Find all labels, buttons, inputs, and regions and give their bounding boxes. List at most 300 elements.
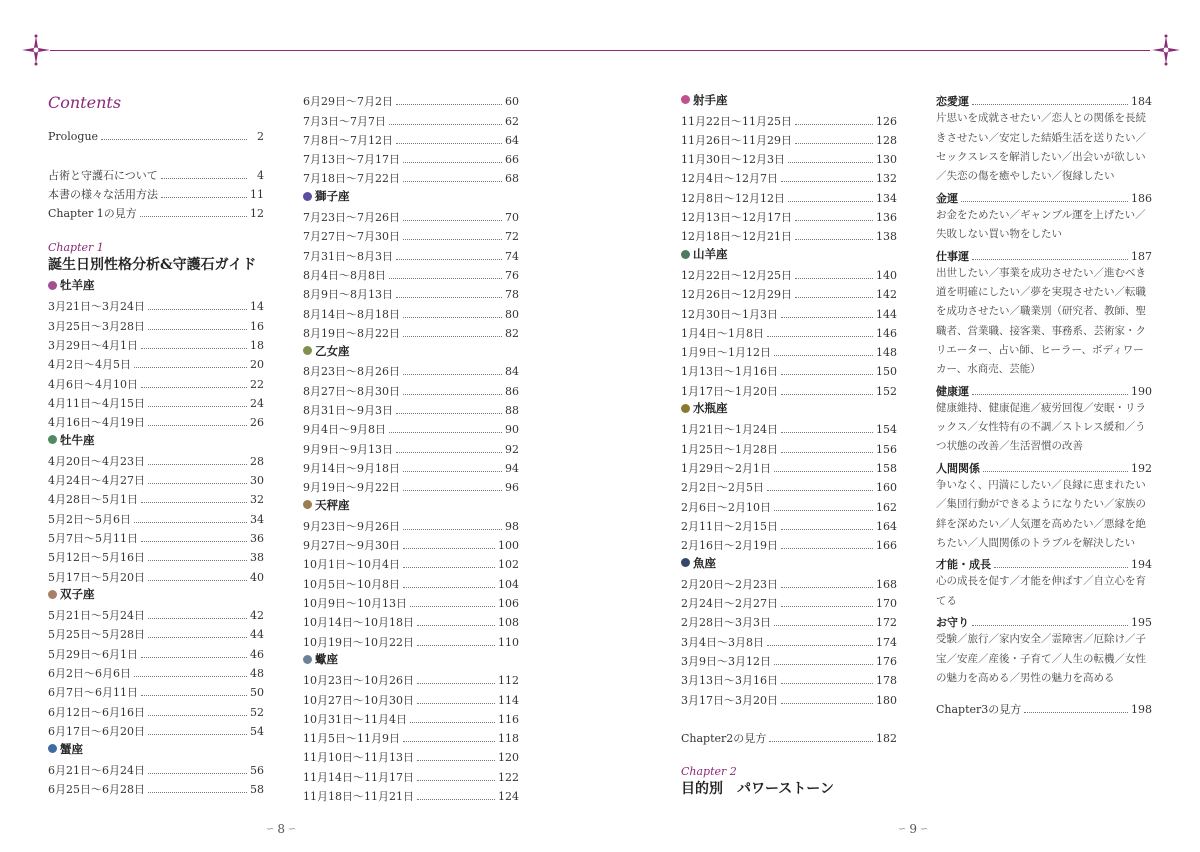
toc-page-number: 118 <box>498 732 519 746</box>
toc-page-number: 126 <box>876 114 897 128</box>
toc-column-3 <box>681 90 897 800</box>
toc-entry[interactable] <box>681 727 897 746</box>
toc-entry[interactable] <box>681 515 897 534</box>
toc-entry[interactable] <box>936 553 1152 572</box>
toc-entry[interactable] <box>681 206 897 225</box>
toc-entry-label: 3月13日～3月16日 <box>681 674 778 688</box>
leader-dots <box>141 695 247 696</box>
toc-entry-label: 2月2日～2月5日 <box>681 481 764 495</box>
toc-entry[interactable] <box>303 765 519 784</box>
toc-page-number: 36 <box>250 531 264 545</box>
toc-page-number: 4 <box>257 168 264 182</box>
toc-entry-label: 1月4日～1月8日 <box>681 326 764 340</box>
leader-dots <box>781 529 873 530</box>
toc-entry[interactable] <box>48 700 264 719</box>
toc-entry[interactable] <box>681 650 897 669</box>
toc-entry[interactable] <box>681 129 897 148</box>
toc-entry[interactable] <box>48 125 264 144</box>
toc-entry[interactable] <box>48 334 264 353</box>
toc-entry[interactable] <box>303 167 519 186</box>
toc-entry[interactable] <box>303 360 519 379</box>
toc-entry-label: 5月25日～5月28日 <box>48 628 145 642</box>
toc-entry-label: 2月11日～2月15日 <box>681 519 778 533</box>
toc-entry[interactable] <box>303 553 519 572</box>
toc-entry-label: Chapter2の見方 <box>681 732 767 746</box>
toc-entry[interactable] <box>48 353 264 372</box>
toc-entry-label: 12月18日～12月21日 <box>681 230 792 244</box>
zodiac-heading <box>303 650 519 669</box>
toc-entry[interactable] <box>303 476 519 495</box>
toc-page-number: 162 <box>876 500 897 514</box>
toc-entry[interactable] <box>303 534 519 553</box>
toc-page-number: 16 <box>250 319 264 333</box>
toc-entry[interactable] <box>303 708 519 727</box>
toc-entry[interactable] <box>303 688 519 707</box>
toc-page-number: 116 <box>498 712 519 726</box>
toc-entry[interactable] <box>681 167 897 186</box>
toc-entry[interactable] <box>936 186 1152 205</box>
leader-dots <box>781 683 873 684</box>
toc-page-number: 194 <box>1131 558 1152 572</box>
corner-ornament-left-icon <box>20 34 52 66</box>
toc-page-number: 170 <box>876 597 897 611</box>
toc-entry-label: お守り <box>936 616 969 630</box>
toc-entry-label: 10月5日～10月8日 <box>303 577 400 591</box>
toc-entry-label: 6月29日～7月2日 <box>303 95 393 109</box>
leader-dots <box>148 406 247 407</box>
toc-entry[interactable] <box>48 372 264 391</box>
toc-entry-label: 11月18日～11月21日 <box>303 789 414 803</box>
toc-entry-label: 8月9日～8月13日 <box>303 288 393 302</box>
purpose-description: 受験／旅行／家内安全／霊障害／厄除け／子宝／安産／産後・子育て／人生の転機／女性の魅力を高める／男性の魅力を高める <box>936 633 1146 684</box>
toc-page-number: 122 <box>498 770 519 784</box>
leader-dots <box>148 329 247 330</box>
toc-entry[interactable] <box>681 264 897 283</box>
toc-entry[interactable] <box>681 341 897 360</box>
toc-entry[interactable] <box>681 630 897 649</box>
toc-entry[interactable] <box>48 411 264 430</box>
toc-entry[interactable] <box>303 90 519 109</box>
toc-entry[interactable] <box>303 148 519 167</box>
leader-dots <box>141 657 247 658</box>
toc-page-number: 66 <box>505 153 519 167</box>
toc-entry[interactable] <box>48 507 264 526</box>
toc-entry-label: 6月21日～6月24日 <box>48 763 145 777</box>
toc-entry[interactable] <box>303 399 519 418</box>
leader-dots <box>148 618 247 619</box>
toc-entry-label: 仕事運 <box>936 249 969 263</box>
toc-entry-label: 7月23日～7月26日 <box>303 211 400 225</box>
toc-entry-label: 7月8日～7月12日 <box>303 133 393 147</box>
toc-entry-label: 7月31日～8月3日 <box>303 249 393 263</box>
toc-entry-label: 5月21日～5月24日 <box>48 609 145 623</box>
toc-entry-label: 健康運 <box>936 384 969 398</box>
header-rule <box>50 50 1150 51</box>
toc-page-number: 156 <box>876 442 897 456</box>
toc-page-number: 26 <box>250 416 264 430</box>
toc-page-number: 112 <box>498 674 519 688</box>
toc-entry-label: 11月26日～11月29日 <box>681 133 792 147</box>
toc-entry[interactable] <box>48 295 264 314</box>
toc-entry[interactable] <box>48 720 264 739</box>
toc-entry[interactable] <box>681 669 897 688</box>
zodiac-name: 獅子座 <box>315 189 350 204</box>
toc-entry[interactable] <box>681 495 897 514</box>
toc-page-number: 76 <box>505 268 519 282</box>
leader-dots <box>403 374 502 375</box>
toc-entry[interactable] <box>303 379 519 398</box>
chapter-1-label: Chapter 1 <box>48 240 104 254</box>
toc-entry-label: 10月27日～10月30日 <box>303 693 414 707</box>
toc-entry[interactable] <box>48 623 264 642</box>
toc-entry[interactable] <box>303 244 519 263</box>
toc-page-number: 130 <box>876 153 897 167</box>
zodiac-heading <box>681 244 897 263</box>
toc-entry[interactable] <box>681 148 897 167</box>
toc-entry[interactable] <box>681 572 897 591</box>
toc-entry[interactable] <box>303 592 519 611</box>
zodiac-name: 乙女座 <box>315 343 350 358</box>
toc-entry[interactable] <box>681 302 897 321</box>
leader-dots <box>781 452 873 453</box>
toc-entry-label: 5月29日～6月1日 <box>48 647 138 661</box>
leader-dots <box>961 201 1128 202</box>
toc-entry[interactable] <box>48 662 264 681</box>
leader-dots <box>403 181 502 182</box>
zodiac-heading <box>681 399 897 418</box>
toc-entry[interactable] <box>303 264 519 283</box>
toc-entry-label: 4月2日～4月5日 <box>48 358 131 372</box>
leader-dots <box>781 432 873 433</box>
toc-entry-label: 3月9日～3月12日 <box>681 654 771 668</box>
toc-entry[interactable] <box>681 186 897 205</box>
leader-dots <box>403 239 502 240</box>
toc-page-number: 146 <box>876 326 897 340</box>
toc-page-number: 190 <box>1131 384 1152 398</box>
leader-dots <box>795 143 873 144</box>
zodiac-name: 牡牛座 <box>60 432 95 447</box>
leader-dots <box>795 220 873 221</box>
zodiac-heading <box>48 276 264 295</box>
folio-swash-icon: ∽ <box>920 823 929 835</box>
toc-page-number: 124 <box>498 789 519 803</box>
zodiac-heading <box>48 430 264 449</box>
toc-entry[interactable] <box>303 572 519 591</box>
toc-entry[interactable] <box>303 109 519 128</box>
toc-page-number: 152 <box>876 384 897 398</box>
leader-dots <box>403 162 502 163</box>
toc-page-number: 192 <box>1131 461 1152 475</box>
toc-entry[interactable] <box>48 469 264 488</box>
toc-entry-label: 2月28日～3月3日 <box>681 616 771 630</box>
zodiac-name: 蠍座 <box>315 652 338 667</box>
toc-entry-label: 9月9日～9月13日 <box>303 442 393 456</box>
zodiac-heading <box>681 90 897 109</box>
toc-entry-label: 8月14日～8月18日 <box>303 307 400 321</box>
toc-entry-label: 7月13日～7月17日 <box>303 153 400 167</box>
toc-page-number: 68 <box>505 172 519 186</box>
toc-page-number: 154 <box>876 423 897 437</box>
zodiac-name: 牡羊座 <box>60 278 95 293</box>
purpose-description: 心の成長を促す／才能を伸ばす／自立心を育てる <box>936 575 1146 607</box>
toc-entry-label: 10月19日～10月22日 <box>303 635 414 649</box>
bullet-dot-icon <box>681 250 690 259</box>
toc-entry[interactable] <box>48 758 264 777</box>
leader-dots <box>983 471 1128 472</box>
toc-page-number: 158 <box>876 461 897 475</box>
toc-entry[interactable] <box>303 669 519 688</box>
folio-swash-icon: ∽ <box>288 823 297 835</box>
toc-page-number: 80 <box>505 307 519 321</box>
toc-entry[interactable] <box>681 534 897 553</box>
toc-entry[interactable] <box>48 202 264 221</box>
leader-dots <box>396 452 502 453</box>
toc-entry[interactable] <box>936 457 1152 476</box>
toc-entry-label: 3月21日～3月24日 <box>48 300 145 314</box>
toc-page-number: 20 <box>250 358 264 372</box>
leader-dots <box>403 567 495 568</box>
toc-entry-label: 10月31日～11月4日 <box>303 712 407 726</box>
leader-dots <box>403 548 495 549</box>
toc-entry[interactable] <box>681 688 897 707</box>
toc-entry[interactable] <box>48 314 264 333</box>
toc-entry[interactable] <box>681 457 897 476</box>
toc-entry[interactable] <box>936 379 1152 398</box>
toc-page-number: 104 <box>498 577 519 591</box>
toc-entry[interactable] <box>681 322 897 341</box>
toc-entry[interactable] <box>681 379 897 398</box>
toc-page-number: 11 <box>250 188 264 202</box>
toc-entry-label: 恋愛運 <box>936 95 969 109</box>
leader-dots <box>767 645 873 646</box>
toc-entry-label: 5月7日～5月11日 <box>48 531 138 545</box>
toc-entry[interactable] <box>303 515 519 534</box>
toc-page-number: 108 <box>498 616 519 630</box>
leader-dots <box>795 278 873 279</box>
toc-entry[interactable] <box>936 90 1152 109</box>
toc-entry-label: 4月24日～4月27日 <box>48 474 145 488</box>
toc-entry[interactable] <box>303 630 519 649</box>
toc-entry[interactable] <box>303 746 519 765</box>
chapter-2-title: 目的別 パワーストーン <box>681 781 835 798</box>
toc-entry-label: 人間関係 <box>936 461 980 475</box>
toc-entry-label: 4月11日～4月15日 <box>48 396 145 410</box>
leader-dots <box>788 201 873 202</box>
toc-entry[interactable] <box>936 611 1152 630</box>
toc-page-number: 96 <box>505 481 519 495</box>
toc-page-number: 100 <box>498 539 519 553</box>
toc-page-number: 50 <box>250 686 264 700</box>
leader-dots <box>1024 712 1128 713</box>
zodiac-name: 水瓶座 <box>693 401 728 416</box>
toc-page-number: 142 <box>876 288 897 302</box>
toc-entry-label: 10月23日～10月26日 <box>303 674 414 688</box>
toc-entry[interactable] <box>48 392 264 411</box>
zodiac-name: 蟹座 <box>60 741 83 756</box>
toc-page-number: 92 <box>505 442 519 456</box>
toc-entry-label: 3月17日～3月20日 <box>681 693 778 707</box>
folio-swash-icon: ∽ <box>266 823 275 835</box>
toc-page-number: 42 <box>250 609 264 623</box>
toc-entry[interactable] <box>303 283 519 302</box>
toc-entry-label: 9月23日～9月26日 <box>303 519 400 533</box>
toc-page-number: 30 <box>250 474 264 488</box>
toc-page-number: 102 <box>498 558 519 572</box>
toc-entry-label: 7月27日～7月30日 <box>303 230 400 244</box>
leader-dots <box>396 413 502 414</box>
toc-page-number: 168 <box>876 577 897 591</box>
toc-entry[interactable] <box>303 206 519 225</box>
toc-page-number: 184 <box>1131 95 1152 109</box>
toc-entry[interactable] <box>48 449 264 468</box>
zodiac-heading <box>681 553 897 572</box>
toc-entry-label: 8月27日～8月30日 <box>303 384 400 398</box>
toc-entry-label: 1月13日～1月16日 <box>681 365 778 379</box>
purpose-description: 出世したい／事業を成功させたい／進むべき道を明確にしたい／夢を実現させたい／転職を成功させたい／職業別（研究者、教師、聖職者、営業職、接客業、事務系、芸術家・クリエーター、占い師、ヒーラー、ボディワーカー、水商売、芸能） <box>936 266 1146 376</box>
leader-dots <box>148 715 247 716</box>
toc-page-number: 78 <box>505 288 519 302</box>
toc-entry[interactable] <box>936 697 1152 716</box>
leader-dots <box>396 143 502 144</box>
toc-entry[interactable] <box>48 527 264 546</box>
folio-left <box>266 822 296 836</box>
toc-entry[interactable] <box>48 778 264 797</box>
toc-entry-label: 10月14日～10月18日 <box>303 616 414 630</box>
leader-dots <box>795 239 873 240</box>
toc-entry[interactable] <box>303 457 519 476</box>
toc-entry[interactable] <box>48 164 264 183</box>
toc-entry[interactable] <box>48 604 264 623</box>
toc-entry[interactable] <box>48 546 264 565</box>
toc-page-number: 187 <box>1131 249 1152 263</box>
leader-dots <box>396 297 502 298</box>
toc-entry-label: 4月16日～4月19日 <box>48 416 145 430</box>
toc-entry[interactable] <box>48 183 264 202</box>
toc-entry[interactable] <box>303 727 519 746</box>
leader-dots <box>148 425 247 426</box>
chapter-1-title: 誕生日別性格分析&守護石ガイド <box>48 256 257 273</box>
leader-dots <box>972 625 1128 626</box>
toc-page-number: 22 <box>250 377 264 391</box>
toc-entry-label: 4月6日～4月10日 <box>48 377 138 391</box>
toc-entry[interactable] <box>303 302 519 321</box>
leader-dots <box>972 104 1128 105</box>
leader-dots <box>781 703 873 704</box>
toc-entry[interactable] <box>681 611 897 630</box>
leader-dots <box>403 394 502 395</box>
toc-entry-label: 8月23日～8月26日 <box>303 365 400 379</box>
toc-entry-label: 6月25日～6月28日 <box>48 782 145 796</box>
leader-dots <box>774 510 873 511</box>
toc-page-number: 195 <box>1131 616 1152 630</box>
toc-entry[interactable] <box>48 565 264 584</box>
page-number-right: 9 <box>909 822 918 836</box>
leader-dots <box>795 297 873 298</box>
toc-entry[interactable] <box>303 437 519 456</box>
toc-page-number: 164 <box>876 519 897 533</box>
leader-dots <box>774 471 873 472</box>
zodiac-name: 天秤座 <box>315 497 350 512</box>
toc-entry[interactable] <box>48 488 264 507</box>
toc-entry[interactable] <box>48 681 264 700</box>
toc-entry[interactable] <box>681 225 897 244</box>
toc-entry-label: 1月21日～1月24日 <box>681 423 778 437</box>
purpose-description: お金をためたい／ギャンブル運を上げたい／失敗しない買い物をしたい <box>936 208 1146 241</box>
toc-page-number: 176 <box>876 654 897 668</box>
chapter-2-label: Chapter 2 <box>681 765 737 779</box>
toc-entry[interactable] <box>681 109 897 128</box>
leader-dots <box>972 259 1128 260</box>
zodiac-heading <box>48 739 264 758</box>
leader-dots <box>134 367 247 368</box>
bullet-dot-icon <box>48 281 57 290</box>
toc-entry[interactable] <box>303 129 519 148</box>
leader-dots <box>417 760 495 761</box>
toc-entry-label: 2月6日～2月10日 <box>681 500 771 514</box>
toc-entry[interactable] <box>303 785 519 804</box>
toc-entry-label: 8月31日～9月3日 <box>303 404 393 418</box>
toc-entry-label: 1月29日～2月1日 <box>681 461 771 475</box>
toc-entry[interactable] <box>681 592 897 611</box>
toc-column-4 <box>936 90 1152 717</box>
leader-dots <box>410 606 495 607</box>
toc-entry[interactable] <box>303 418 519 437</box>
leader-dots <box>134 676 247 677</box>
toc-entry[interactable] <box>681 283 897 302</box>
leader-dots <box>781 374 873 375</box>
leader-dots <box>417 625 495 626</box>
toc-entry-label: 6月7日～6月11日 <box>48 686 138 700</box>
toc-entry[interactable] <box>681 360 897 379</box>
toc-entry-label: 11月22日～11月25日 <box>681 114 792 128</box>
leader-dots <box>403 529 502 530</box>
toc-page-number: 58 <box>250 782 264 796</box>
toc-column-2 <box>303 90 519 804</box>
leader-dots <box>148 637 247 638</box>
toc-page-number: 12 <box>250 207 264 221</box>
toc-page-number: 18 <box>250 338 264 352</box>
leader-dots <box>389 432 502 433</box>
toc-entry[interactable] <box>681 476 897 495</box>
toc-entry[interactable] <box>681 418 897 437</box>
toc-entry[interactable] <box>681 437 897 456</box>
toc-page-number: 114 <box>498 693 519 707</box>
toc-entry-label: 1月9日～1月12日 <box>681 346 771 360</box>
leader-dots <box>994 567 1128 568</box>
toc-page-number: 136 <box>876 211 897 225</box>
toc-entry[interactable] <box>303 225 519 244</box>
leader-dots <box>403 220 502 221</box>
leader-dots <box>781 606 873 607</box>
toc-page-number: 150 <box>876 365 897 379</box>
toc-entry[interactable] <box>303 322 519 341</box>
toc-page-number: 172 <box>876 616 897 630</box>
leader-dots <box>781 317 873 318</box>
toc-page-number: 62 <box>505 114 519 128</box>
leader-dots <box>148 580 247 581</box>
toc-page-number: 32 <box>250 493 264 507</box>
leader-dots <box>417 780 495 781</box>
toc-page-number: 40 <box>250 570 264 584</box>
toc-entry[interactable] <box>936 244 1152 263</box>
toc-entry-label: 12月26日～12月29日 <box>681 288 792 302</box>
toc-page-number: 178 <box>876 674 897 688</box>
toc-entry[interactable] <box>48 642 264 661</box>
toc-entry-label: 1月25日～1月28日 <box>681 442 778 456</box>
toc-entry[interactable] <box>303 611 519 630</box>
toc-entry-label: Chapter3の見方 <box>936 702 1022 716</box>
toc-entry-label: 7月18日～7月22日 <box>303 172 400 186</box>
